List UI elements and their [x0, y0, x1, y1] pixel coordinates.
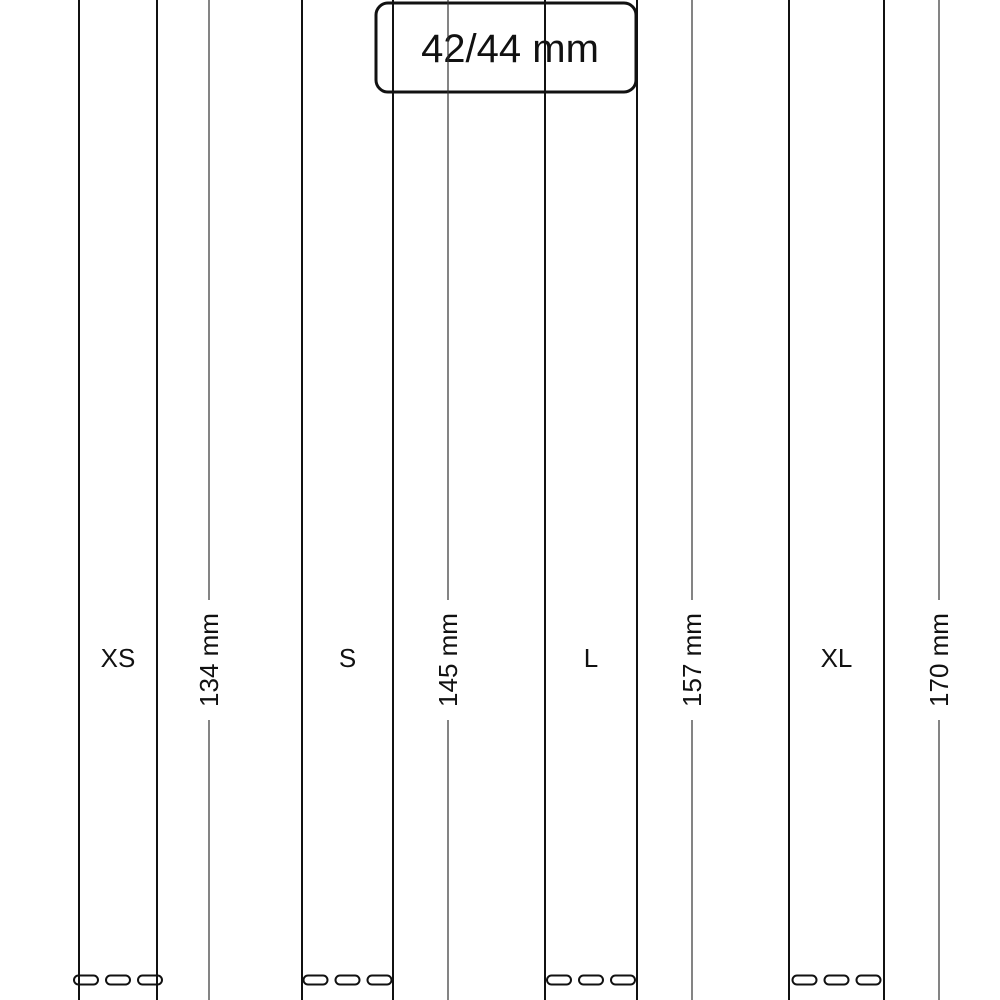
band-xs-length-measure: [179, 0, 239, 1000]
band-xl-length-measure: [909, 0, 969, 1000]
band-xs-bottom-slot-2: [106, 976, 130, 985]
band-l-outline: [521, 0, 661, 1000]
band-xs-length-label: 134 mm: [194, 613, 224, 707]
band-s: [278, 0, 478, 1000]
band-s-length-measure: [418, 0, 478, 1000]
header-badge: [376, 3, 636, 92]
band-xl-size-label: XL: [820, 643, 853, 673]
band-l-bottom-slot-2: [579, 976, 603, 985]
band-xs-bottom-slot-1: [74, 976, 98, 985]
band-s-outline: [278, 0, 417, 1000]
band-xl-holes: [793, 0, 881, 985]
band-l-length-measure: [662, 0, 722, 1000]
band-xl-bottom-slot-2: [825, 976, 849, 985]
band-l-length-label: 157 mm: [677, 613, 707, 707]
band-l: [521, 0, 722, 1000]
band-xs: [58, 0, 239, 1000]
header-badge-label: 42/44 mm: [421, 27, 599, 71]
band-s-bottom-slot-2: [336, 976, 360, 985]
band-s-size-label: S: [338, 643, 357, 673]
band-l-holes: [547, 0, 635, 985]
band-s-holes: [304, 0, 392, 985]
band-xl-outline: [765, 0, 908, 1000]
band-s-length-label: 145 mm: [433, 613, 463, 707]
band-xl: [765, 0, 969, 1000]
band-l-size-label: L: [583, 643, 599, 673]
band-l-bottom-slot-1: [547, 976, 571, 985]
band-xl-bottom-slot-1: [793, 976, 817, 985]
band-xl-bottom-slot-3: [857, 976, 881, 985]
band-s-bottom-slot-3: [368, 976, 392, 985]
band-xs-size-label: XS: [100, 643, 136, 673]
band-s-bottom-slot-1: [304, 976, 328, 985]
band-l-bottom-slot-3: [611, 976, 635, 985]
band-xs-bottom-slot-3: [138, 976, 162, 985]
band-xl-length-label: 170 mm: [924, 613, 954, 707]
band-xs-outline: [58, 0, 178, 1000]
band-xs-holes: [74, 0, 162, 985]
